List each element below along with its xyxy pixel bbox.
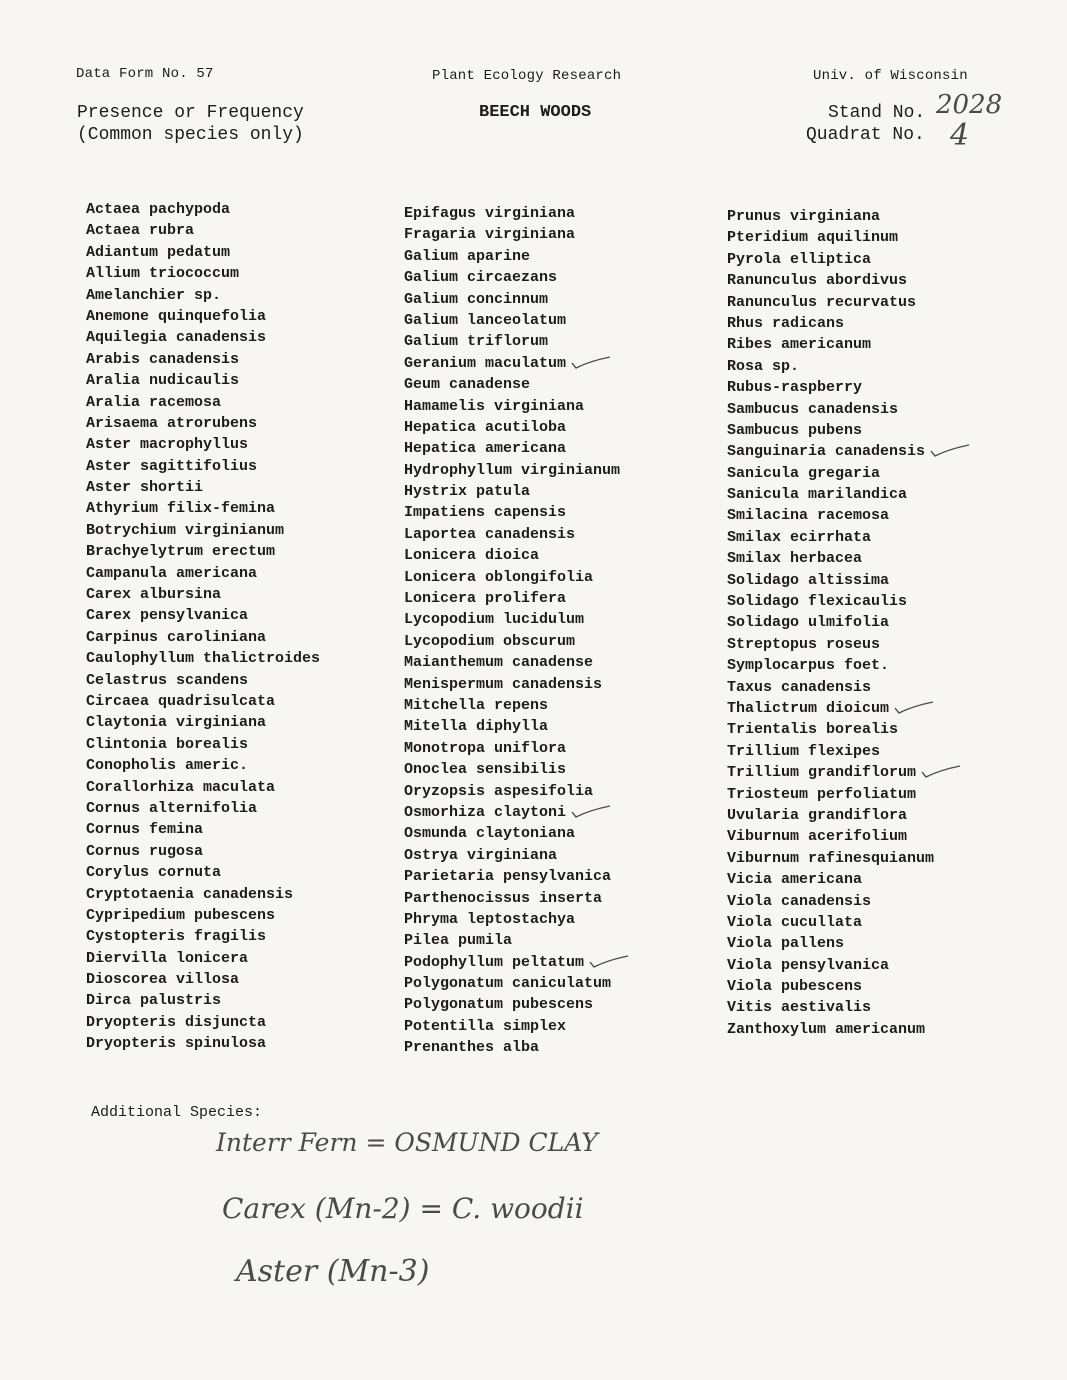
- species-name: Uvularia grandiflora: [727, 806, 908, 824]
- species-name: Smilacina racemosa: [727, 507, 890, 525]
- species-name: Zanthoxylum americanum: [727, 1020, 926, 1038]
- species-name: Onoclea sensibilis: [404, 761, 567, 779]
- species-row: [404, 609, 620, 630]
- species-row: [727, 292, 934, 313]
- species-name: Lycopodium obscurum: [404, 632, 576, 650]
- quadrat-value: 4: [950, 118, 970, 153]
- species-row: [86, 541, 320, 562]
- species-row: [727, 698, 934, 719]
- species-name: Taxus canadensis: [727, 678, 872, 696]
- species-name: Arabis canadensis: [86, 350, 240, 368]
- species-row: [86, 199, 320, 220]
- species-name: Cryptotaenia canadensis: [86, 885, 294, 903]
- species-row: [86, 605, 320, 626]
- species-name: Lonicera prolifera: [404, 590, 567, 608]
- species-row: [727, 399, 934, 420]
- species-row: [404, 802, 620, 823]
- species-row: [727, 826, 934, 847]
- species-name: Dioscorea villosa: [86, 971, 240, 989]
- species-row: [86, 584, 320, 605]
- species-name: Monotropa uniflora: [404, 739, 567, 757]
- species-row: [727, 1019, 934, 1040]
- species-name: Dryopteris disjuncta: [86, 1013, 267, 1031]
- species-row: [86, 691, 320, 712]
- species-name: Mitella diphylla: [404, 718, 549, 736]
- species-name: Aster shortii: [86, 479, 204, 497]
- species-name: Rosa sp.: [727, 357, 800, 375]
- species-name: Clintonia borealis: [86, 735, 249, 753]
- species-row: [727, 933, 934, 954]
- species-name: Athyrium filix-femina: [86, 500, 276, 518]
- species-row: [727, 677, 934, 698]
- species-name: Fragaria virginiana: [404, 226, 576, 244]
- species-row: [404, 1016, 620, 1037]
- species-name: Lonicera oblongifolia: [404, 568, 594, 586]
- species-row: [86, 755, 320, 776]
- species-name: Thalictrum dioicum: [727, 699, 890, 717]
- species-name: Maianthemum canadense: [404, 654, 594, 672]
- species-name: Galium circaezans: [404, 269, 558, 287]
- species-name: Prenanthes alba: [404, 1039, 540, 1057]
- species-row: [404, 716, 620, 737]
- species-name: Streptopus roseus: [727, 635, 881, 653]
- species-row: [86, 392, 320, 413]
- species-row: [727, 505, 934, 526]
- species-name: Pyrola elliptica: [727, 250, 872, 268]
- species-row: [86, 285, 320, 306]
- species-row: [404, 652, 620, 673]
- species-row: [86, 520, 320, 541]
- species-name: Mitchella repens: [404, 696, 549, 714]
- species-name: Circaea quadrisulcata: [86, 692, 276, 710]
- species-row: [86, 327, 320, 348]
- form-type-line2: (Common species only): [77, 125, 304, 145]
- species-row: [86, 413, 320, 434]
- handwritten-note-1: Interr Fern = OSMUND CLAY: [216, 1128, 598, 1157]
- species-name: Cornus rugosa: [86, 842, 204, 860]
- species-row: [727, 719, 934, 740]
- species-name: Diervilla lonicera: [86, 949, 249, 967]
- species-row: [86, 798, 320, 819]
- species-row: [404, 695, 620, 716]
- species-name: Cypripedium pubescens: [86, 906, 276, 924]
- species-name: Rubus-raspberry: [727, 379, 863, 397]
- species-row: [86, 777, 320, 798]
- species-name: Anemone quinquefolia: [86, 307, 267, 325]
- species-row: [727, 227, 934, 248]
- species-row: [727, 741, 934, 762]
- species-row: [86, 905, 320, 926]
- species-name: Viola pallens: [727, 935, 845, 953]
- species-name: Viola pubescens: [727, 978, 863, 996]
- species-name: Cystopteris fragilis: [86, 928, 267, 946]
- species-name: Rhus radicans: [727, 314, 845, 332]
- species-row: [86, 670, 320, 691]
- species-name: Ranunculus recurvatus: [727, 293, 917, 311]
- species-name: Solidago altissima: [727, 571, 890, 589]
- species-row: [727, 591, 934, 612]
- species-row: [727, 655, 934, 676]
- species-name: Polygonatum caniculatum: [404, 975, 612, 993]
- species-row: [86, 1012, 320, 1033]
- species-name: Solidago ulmifolia: [727, 614, 890, 632]
- species-name: Galium lanceolatum: [404, 311, 567, 329]
- species-name: Sambucus pubens: [727, 421, 863, 439]
- species-name: Potentilla simplex: [404, 1017, 567, 1035]
- species-row: [727, 249, 934, 270]
- check-mark-icon: [920, 762, 964, 782]
- species-name: Carex albursina: [86, 586, 222, 604]
- species-name: Cornus alternifolia: [86, 799, 258, 817]
- species-row: [404, 224, 620, 245]
- species-row: [404, 866, 620, 887]
- species-row: [404, 631, 620, 652]
- species-row: [727, 570, 934, 591]
- species-row: [86, 477, 320, 498]
- species-name: Phryma leptostachya: [404, 910, 576, 928]
- species-row: [404, 888, 620, 909]
- species-name: Claytonia virginiana: [86, 714, 267, 732]
- species-row: [86, 456, 320, 477]
- species-name: Sanicula gregaria: [727, 464, 881, 482]
- additional-species-label: Additional Species:: [91, 1104, 263, 1121]
- species-name: Botrychium virginianum: [86, 521, 285, 539]
- species-row: [727, 805, 934, 826]
- species-row: [727, 912, 934, 933]
- species-name: Vicia americana: [727, 871, 863, 889]
- species-name: Aquilegia canadensis: [86, 329, 267, 347]
- species-name: Oryzopsis aspesifolia: [404, 782, 594, 800]
- species-name: Pilea pumila: [404, 932, 513, 950]
- check-mark-icon: [588, 952, 632, 972]
- species-row: [404, 267, 620, 288]
- species-row: [727, 976, 934, 997]
- species-name: Amelanchier sp.: [86, 286, 222, 304]
- species-name: Brachyelytrum erectum: [86, 543, 276, 561]
- species-row: [404, 481, 620, 502]
- species-row: [727, 334, 934, 355]
- species-name: Geum canadense: [404, 376, 531, 394]
- species-name: Impatiens capensis: [404, 504, 567, 522]
- species-row: [404, 952, 620, 973]
- species-row: [86, 306, 320, 327]
- species-row: [86, 734, 320, 755]
- species-row: [727, 762, 934, 783]
- species-row: [727, 420, 934, 441]
- species-name: Arisaema atrorubens: [86, 414, 258, 432]
- species-row: [404, 524, 620, 545]
- species-row: [86, 263, 320, 284]
- species-name: Hystrix patula: [404, 483, 531, 501]
- species-name: Corylus cornuta: [86, 864, 222, 882]
- species-row: [727, 634, 934, 655]
- species-name: Adiantum pedatum: [86, 243, 231, 261]
- species-row: [404, 438, 620, 459]
- species-name: Celastrus scandens: [86, 671, 249, 689]
- species-row: [727, 527, 934, 548]
- handwritten-note-3: Aster (Mn-3): [236, 1254, 430, 1289]
- species-row: [404, 1037, 620, 1058]
- institution-name: Univ. of Wisconsin: [813, 68, 968, 84]
- species-name: Viola pensylvanica: [727, 956, 890, 974]
- species-name: Galium aparine: [404, 247, 531, 265]
- species-name: Hydrophyllum virginianum: [404, 461, 621, 479]
- program-name: Plant Ecology Research: [432, 68, 622, 84]
- species-row: [727, 356, 934, 377]
- species-name: Trientalis borealis: [727, 721, 899, 739]
- community-title: BEECH WOODS: [479, 103, 592, 122]
- species-name: Lonicera dioica: [404, 547, 540, 565]
- species-row: [86, 563, 320, 584]
- species-row: [404, 374, 620, 395]
- species-row: [727, 891, 934, 912]
- species-name: Actaea pachypoda: [86, 201, 231, 218]
- species-row: [86, 862, 320, 883]
- species-row: [86, 349, 320, 370]
- species-name: Aralia racemosa: [86, 393, 222, 411]
- species-row: [727, 784, 934, 805]
- species-row: [404, 588, 620, 609]
- species-row: [404, 353, 620, 374]
- species-name: Trillium flexipes: [727, 742, 881, 760]
- species-name: Ostrya virginiana: [404, 846, 558, 864]
- species-row: [404, 759, 620, 780]
- species-row: [86, 712, 320, 733]
- species-column-2: [404, 203, 620, 1059]
- species-row: [404, 973, 620, 994]
- species-row: [404, 289, 620, 310]
- species-row: [404, 203, 620, 224]
- stand-label: Stand No.: [828, 103, 926, 123]
- species-row: [404, 738, 620, 759]
- species-column-3: [727, 206, 934, 1040]
- species-name: Viburnum rafinesquianum: [727, 849, 935, 867]
- species-row: [86, 990, 320, 1011]
- species-row: [404, 460, 620, 481]
- species-name: Galium concinnum: [404, 290, 549, 308]
- species-row: [404, 417, 620, 438]
- species-name: Prunus virginiana: [727, 208, 881, 225]
- species-row: [727, 206, 934, 227]
- species-row: [86, 819, 320, 840]
- species-name: Viola cucullata: [727, 913, 863, 931]
- check-mark-icon: [570, 802, 614, 822]
- species-row: [404, 567, 620, 588]
- species-name: Laportea canadensis: [404, 525, 576, 543]
- species-row: [86, 434, 320, 455]
- check-mark-icon: [570, 353, 614, 373]
- species-name: Sanicula marilandica: [727, 486, 908, 504]
- species-row: [86, 1033, 320, 1054]
- species-row: [404, 674, 620, 695]
- species-name: Smilax herbacea: [727, 550, 863, 568]
- species-name: Aster macrophyllus: [86, 436, 249, 454]
- stand-value: 2028: [936, 90, 1003, 120]
- species-name: Viola canadensis: [727, 892, 872, 910]
- check-mark-icon: [893, 698, 937, 718]
- species-row: [86, 884, 320, 905]
- species-row: [404, 331, 620, 352]
- species-name: Caulophyllum thalictroides: [86, 650, 321, 668]
- species-name: Allium triococcum: [86, 265, 240, 283]
- species-row: [727, 612, 934, 633]
- species-name: Dirca palustris: [86, 992, 222, 1010]
- species-name: Polygonatum pubescens: [404, 996, 594, 1014]
- species-row: [727, 548, 934, 569]
- species-name: Ribes americanum: [727, 336, 872, 354]
- species-row: [727, 313, 934, 334]
- species-row: [727, 463, 934, 484]
- species-name: Aster sagittifolius: [86, 457, 258, 475]
- species-name: Trillium grandiflorum: [727, 764, 917, 782]
- species-row: [727, 484, 934, 505]
- species-name: Sanguinaria canadensis: [727, 443, 926, 461]
- species-row: [727, 441, 934, 462]
- species-name: Podophyllum peltatum: [404, 953, 585, 971]
- species-row: [86, 948, 320, 969]
- species-name: Carpinus caroliniana: [86, 628, 267, 646]
- handwritten-note-2: Carex (Mn-2) = C. woodii: [222, 1192, 584, 1225]
- species-name: Hepatica acutiloba: [404, 418, 567, 436]
- species-name: Menispermum canadensis: [404, 675, 603, 693]
- form-number: Data Form No. 57: [76, 66, 214, 82]
- species-row: [404, 930, 620, 951]
- species-row: [404, 781, 620, 802]
- species-name: Vitis aestivalis: [727, 999, 872, 1017]
- species-name: Corallorhiza maculata: [86, 778, 276, 796]
- species-column-1: [86, 199, 320, 1055]
- species-row: [404, 502, 620, 523]
- species-name: Viburnum acerifolium: [727, 828, 908, 846]
- species-name: Galium triflorum: [404, 333, 549, 351]
- species-name: Smilax ecirrhata: [727, 528, 872, 546]
- species-row: [86, 242, 320, 263]
- species-name: Geranium maculatum: [404, 354, 567, 372]
- species-row: [404, 310, 620, 331]
- species-row: [404, 396, 620, 417]
- species-row: [86, 969, 320, 990]
- species-name: Parietaria pensylvanica: [404, 868, 612, 886]
- species-name: Aralia nudicaulis: [86, 372, 240, 390]
- species-row: [86, 926, 320, 947]
- species-row: [727, 955, 934, 976]
- species-row: [86, 648, 320, 669]
- species-row: [404, 823, 620, 844]
- species-name: Osmunda claytoniana: [404, 825, 576, 843]
- species-name: Hepatica americana: [404, 440, 567, 458]
- quadrat-label: Quadrat No.: [806, 125, 925, 145]
- species-name: Campanula americana: [86, 564, 258, 582]
- species-name: Lycopodium lucidulum: [404, 611, 585, 629]
- species-row: [404, 246, 620, 267]
- species-name: Pteridium aquilinum: [727, 229, 899, 247]
- species-row: [86, 220, 320, 241]
- check-mark-icon: [929, 441, 973, 461]
- species-row: [727, 270, 934, 291]
- species-name: Ranunculus abordivus: [727, 272, 908, 290]
- species-name: Epifagus virginiana: [404, 205, 576, 222]
- species-name: Triosteum perfoliatum: [727, 785, 917, 803]
- species-row: [727, 377, 934, 398]
- species-row: [404, 994, 620, 1015]
- species-name: Symplocarpus foet.: [727, 657, 890, 675]
- species-name: Solidago flexicaulis: [727, 593, 908, 611]
- species-name: Hamamelis virginiana: [404, 397, 585, 415]
- species-name: Conopholis americ.: [86, 757, 249, 775]
- form-type-line1: Presence or Frequency: [77, 103, 304, 123]
- species-row: [404, 909, 620, 930]
- species-name: Dryopteris spinulosa: [86, 1035, 267, 1053]
- species-row: [86, 370, 320, 391]
- species-row: [86, 498, 320, 519]
- species-row: [86, 627, 320, 648]
- species-row: [727, 848, 934, 869]
- species-name: Osmorhiza claytoni: [404, 803, 567, 821]
- species-name: Parthenocissus inserta: [404, 889, 603, 907]
- species-row: [86, 841, 320, 862]
- species-row: [727, 869, 934, 890]
- species-row: [404, 845, 620, 866]
- species-row: [404, 545, 620, 566]
- species-name: Carex pensylvanica: [86, 607, 249, 625]
- species-name: Cornus femina: [86, 821, 204, 839]
- species-row: [727, 997, 934, 1018]
- species-name: Actaea rubra: [86, 222, 195, 240]
- species-name: Sambucus canadensis: [727, 400, 899, 418]
